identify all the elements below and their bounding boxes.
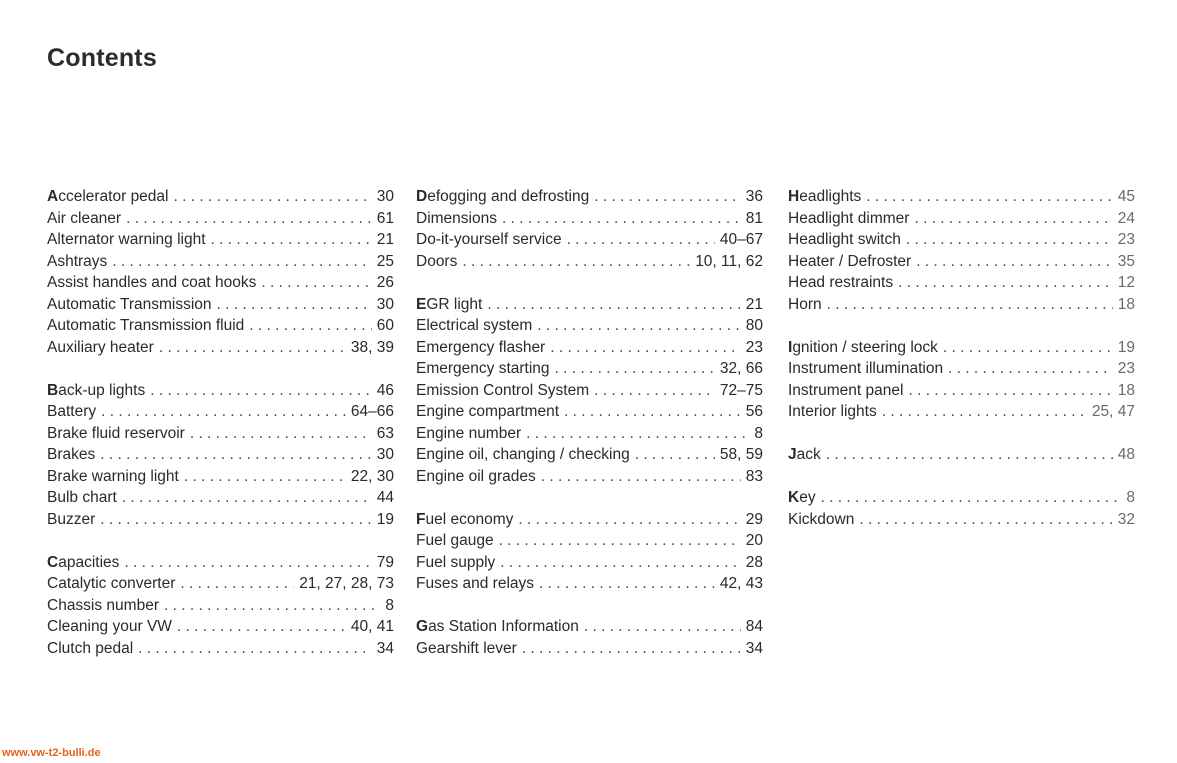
page-number: 8 xyxy=(1126,489,1135,506)
group-initial: D xyxy=(416,188,428,205)
dot-leader xyxy=(174,186,372,208)
entry-label xyxy=(47,186,169,208)
index-column-1 xyxy=(47,186,394,659)
index-entry xyxy=(416,229,763,251)
index-entry xyxy=(788,208,1135,230)
dot-leader xyxy=(866,186,1113,208)
page-number: 29 xyxy=(745,510,763,528)
entry-text: Engine oil, changing / checking xyxy=(416,446,630,463)
entry-label xyxy=(416,401,559,423)
page-number: 44 xyxy=(376,489,394,506)
index-entry xyxy=(416,337,763,359)
dot-leader xyxy=(526,423,749,445)
group-spacer xyxy=(788,466,1135,488)
index-entry xyxy=(788,251,1135,273)
entry-text: Brakes xyxy=(47,446,96,463)
dot-leader xyxy=(555,358,715,380)
group-spacer xyxy=(47,530,394,552)
dot-leader xyxy=(159,337,346,359)
dot-leader xyxy=(943,337,1113,359)
index-entry xyxy=(416,444,763,466)
group-initial: C xyxy=(47,553,59,571)
index-entry xyxy=(788,380,1135,402)
index-entry xyxy=(47,229,394,251)
index-entry xyxy=(416,616,763,638)
entry-text: Brake fluid reservoir xyxy=(47,424,185,442)
dot-leader xyxy=(635,444,715,466)
entry-label xyxy=(47,552,119,574)
page-number: 28 xyxy=(745,553,763,571)
page-number: 32, 66 xyxy=(719,360,763,377)
index-entry xyxy=(416,208,763,230)
page-number: 23 xyxy=(1117,231,1135,248)
page-number: 23 xyxy=(745,338,763,356)
index-entry xyxy=(416,380,763,402)
page-title: Contents xyxy=(47,44,157,72)
page-number: 83 xyxy=(745,467,763,485)
dot-leader xyxy=(249,315,371,337)
index-entry xyxy=(47,573,394,595)
dot-leader xyxy=(914,208,1112,230)
group-spacer xyxy=(788,423,1135,445)
entry-label xyxy=(788,208,909,230)
entry-text: Engine oil grades xyxy=(416,467,536,485)
dot-leader xyxy=(150,380,372,402)
entry-label xyxy=(416,466,536,488)
dot-leader xyxy=(882,401,1087,423)
page-number: 84 xyxy=(745,618,763,635)
index-entry xyxy=(47,466,394,488)
entry-text: Catalytic converter xyxy=(47,575,176,592)
entry-text: Head restraints xyxy=(788,274,894,291)
index-entry xyxy=(416,315,763,337)
entry-label xyxy=(416,423,521,445)
entry-label xyxy=(788,186,861,208)
index-entry xyxy=(47,552,394,574)
page-number: 8 xyxy=(385,596,394,614)
page-number: 58, 59 xyxy=(719,446,763,463)
dot-leader xyxy=(906,229,1113,251)
group-initial: H xyxy=(788,188,800,205)
index-entry xyxy=(47,208,394,230)
page-number: 40, 41 xyxy=(350,618,394,635)
entry-text: Fuel gauge xyxy=(416,532,494,549)
page-number: 60 xyxy=(376,317,394,334)
group-initial: I xyxy=(788,338,793,356)
page-number: 48 xyxy=(1117,446,1135,463)
entry-text: uel economy xyxy=(425,510,514,528)
dot-leader xyxy=(126,208,372,230)
entry-text: Emergency flasher xyxy=(416,338,546,356)
entry-label xyxy=(47,337,154,359)
dot-leader xyxy=(898,272,1113,294)
dot-leader xyxy=(821,487,1122,509)
dot-leader xyxy=(211,229,372,251)
entry-text: Assist handles and coat hooks xyxy=(47,274,257,291)
page-number: 21, 27, 28, 73 xyxy=(299,575,394,592)
page-number: 63 xyxy=(376,424,394,442)
entry-label xyxy=(416,208,497,230)
entry-label xyxy=(416,573,534,595)
index-entry xyxy=(47,401,394,423)
entry-label xyxy=(416,337,545,359)
index-entry xyxy=(788,358,1135,380)
entry-text: Cleaning your VW xyxy=(47,618,172,635)
group-initial: B xyxy=(47,381,59,399)
dot-leader xyxy=(916,251,1113,273)
entry-label xyxy=(416,530,494,552)
dot-leader xyxy=(826,444,1113,466)
entry-text: Dimensions xyxy=(416,209,497,227)
entry-label xyxy=(416,315,532,337)
entry-text: gnition / steering lock xyxy=(792,338,938,356)
dot-leader xyxy=(112,251,371,273)
page-number: 40–67 xyxy=(719,231,763,248)
dot-leader xyxy=(584,616,741,638)
entry-text: Engine number xyxy=(416,424,522,442)
page-number: 21 xyxy=(745,295,763,313)
entry-label xyxy=(416,294,482,316)
entry-text: Gearshift lever xyxy=(416,639,517,657)
index-entry xyxy=(47,294,394,316)
index-entry xyxy=(788,487,1135,509)
entry-label xyxy=(416,358,550,380)
entry-text: Battery xyxy=(47,403,97,420)
entry-text: Bulb chart xyxy=(47,489,117,506)
entry-text: Do-it-yourself service xyxy=(416,231,562,248)
entry-label xyxy=(788,487,816,509)
entry-text: Instrument panel xyxy=(788,381,904,399)
entry-text: Alternator warning light xyxy=(47,231,206,248)
page-number: 36 xyxy=(745,188,763,205)
page-number: 45 xyxy=(1117,188,1135,205)
index-entry xyxy=(416,423,763,445)
page-number: 42, 43 xyxy=(719,575,763,592)
entry-label xyxy=(47,272,256,294)
index-entry xyxy=(416,530,763,552)
page-number: 32 xyxy=(1117,510,1135,528)
entry-label xyxy=(788,509,854,531)
dot-leader xyxy=(537,315,740,337)
entry-label xyxy=(47,509,95,531)
entry-text: Kickdown xyxy=(788,510,855,528)
page-number: 19 xyxy=(376,510,394,528)
index-entry xyxy=(47,315,394,337)
entry-label xyxy=(788,337,938,359)
dot-leader xyxy=(184,466,346,488)
entry-text: Fuses and relays xyxy=(416,575,535,592)
entry-label xyxy=(416,229,562,251)
group-initial: A xyxy=(47,188,59,205)
entry-label xyxy=(416,444,630,466)
entry-text: ack xyxy=(796,446,821,463)
index-entry xyxy=(788,272,1135,294)
page-number: 61 xyxy=(376,209,394,227)
entry-text: Clutch pedal xyxy=(47,639,134,657)
entry-label xyxy=(47,466,179,488)
entry-label xyxy=(788,272,893,294)
index-entry xyxy=(416,509,763,531)
entry-text: Engine compartment xyxy=(416,403,560,420)
page-number: 81 xyxy=(745,209,763,227)
entry-label xyxy=(416,552,495,574)
entry-text: Air cleaner xyxy=(47,209,122,227)
index-entry xyxy=(416,186,763,208)
entry-label xyxy=(416,186,589,208)
page-number: 72–75 xyxy=(719,381,763,399)
entry-label xyxy=(47,616,172,638)
dot-leader xyxy=(217,294,372,316)
entry-text: Emission Control System xyxy=(416,381,590,399)
group-initial: G xyxy=(416,618,429,635)
group-initial: J xyxy=(788,446,797,463)
page-number: 25 xyxy=(376,252,394,270)
entry-text: Interior lights xyxy=(788,403,877,420)
entry-label xyxy=(416,616,579,638)
entry-label xyxy=(788,380,903,402)
entry-label xyxy=(47,315,244,337)
entry-text: Ashtrays xyxy=(47,252,108,270)
index-entry xyxy=(47,380,394,402)
page-number: 10, 11, 62 xyxy=(695,252,763,270)
entry-text: eadlights xyxy=(799,188,862,205)
dot-leader xyxy=(138,638,372,660)
dot-leader xyxy=(190,423,372,445)
entry-label xyxy=(416,509,513,531)
index-entry xyxy=(47,423,394,445)
page-number: 8 xyxy=(754,424,763,442)
page-number: 30 xyxy=(376,188,394,205)
entry-text: ccelerator pedal xyxy=(58,188,169,205)
page-number: 25, 47 xyxy=(1091,403,1135,420)
page-number: 26 xyxy=(376,274,394,291)
entry-label xyxy=(416,251,457,273)
entry-text: GR light xyxy=(426,295,483,313)
dot-leader xyxy=(567,229,715,251)
entry-text: Buzzer xyxy=(47,510,96,528)
entry-text: Emergency starting xyxy=(416,360,550,377)
entry-label xyxy=(47,595,159,617)
entry-text: as Station Information xyxy=(428,618,579,635)
page-number: 12 xyxy=(1117,274,1135,291)
website-footer: www.vw-t2-bulli.de xyxy=(2,747,101,759)
index-entry xyxy=(788,509,1135,531)
dot-leader xyxy=(487,294,740,316)
entry-text: Horn xyxy=(788,295,822,313)
entry-text: efogging and defrosting xyxy=(427,188,590,205)
page-number: 24 xyxy=(1117,209,1135,227)
dot-leader xyxy=(122,487,372,509)
entry-label xyxy=(416,638,517,660)
group-spacer xyxy=(416,272,763,294)
entry-label xyxy=(788,358,943,380)
entry-text: Heater / Defroster xyxy=(788,252,912,270)
dot-leader xyxy=(100,444,372,466)
dot-leader xyxy=(462,251,690,273)
dot-leader xyxy=(541,466,741,488)
entry-text: Instrument illumination xyxy=(788,360,944,377)
index-entry xyxy=(47,186,394,208)
index-entry xyxy=(416,552,763,574)
entry-label xyxy=(788,229,901,251)
index-entry xyxy=(788,229,1135,251)
entry-text: Automatic Transmission xyxy=(47,295,212,313)
page-number: 34 xyxy=(745,639,763,657)
index-entry xyxy=(788,401,1135,423)
index-entry xyxy=(788,186,1135,208)
page-number: 56 xyxy=(745,403,763,420)
index-entry xyxy=(788,337,1135,359)
group-spacer xyxy=(416,487,763,509)
index-entry xyxy=(47,616,394,638)
entry-text: ack-up lights xyxy=(58,381,146,399)
group-initial: F xyxy=(416,510,426,528)
entry-label xyxy=(47,487,117,509)
index-entry xyxy=(416,358,763,380)
entry-text: Electrical system xyxy=(416,317,533,334)
entry-text: ey xyxy=(799,489,816,506)
page-number: 30 xyxy=(376,446,394,463)
page-number: 22, 30 xyxy=(350,467,394,485)
dot-leader xyxy=(124,552,371,574)
index-entry xyxy=(416,251,763,273)
index-entry xyxy=(416,466,763,488)
index-entry xyxy=(416,573,763,595)
entry-label xyxy=(416,380,589,402)
entry-label xyxy=(47,380,145,402)
entry-label xyxy=(788,444,821,466)
entry-label xyxy=(788,251,911,273)
page-number: 19 xyxy=(1117,338,1135,356)
entry-text: Headlight dimmer xyxy=(788,209,910,227)
dot-leader xyxy=(594,186,741,208)
page-number: 80 xyxy=(745,317,763,334)
entry-label xyxy=(788,294,822,316)
index-entry xyxy=(47,337,394,359)
page-number: 34 xyxy=(376,639,394,657)
dot-leader xyxy=(908,380,1112,402)
dot-leader xyxy=(539,573,715,595)
entry-label xyxy=(47,638,133,660)
index-column-3 xyxy=(788,186,1135,530)
entry-label xyxy=(47,401,96,423)
dot-leader xyxy=(502,208,741,230)
entry-text: Headlight switch xyxy=(788,231,901,248)
dot-leader xyxy=(499,530,741,552)
page-number: 38, 39 xyxy=(350,338,394,356)
dot-leader xyxy=(518,509,740,531)
dot-leader xyxy=(550,337,741,359)
dot-leader xyxy=(594,380,715,402)
dot-leader xyxy=(177,616,346,638)
group-spacer xyxy=(47,358,394,380)
group-spacer xyxy=(788,315,1135,337)
page-number: 46 xyxy=(376,381,394,399)
dot-leader xyxy=(100,509,372,531)
page-number: 18 xyxy=(1117,295,1135,313)
page-number: 35 xyxy=(1117,252,1135,270)
entry-label xyxy=(47,444,95,466)
entry-text: Brake warning light xyxy=(47,467,179,485)
dot-leader xyxy=(827,294,1113,316)
entry-label xyxy=(47,573,175,595)
dot-leader xyxy=(859,509,1112,531)
index-entry xyxy=(47,272,394,294)
index-entry xyxy=(47,251,394,273)
index-entry xyxy=(47,638,394,660)
group-spacer xyxy=(416,595,763,617)
page-number: 64–66 xyxy=(350,403,394,420)
dot-leader xyxy=(180,573,294,595)
dot-leader xyxy=(261,272,371,294)
page-number: 18 xyxy=(1117,381,1135,399)
page-number: 30 xyxy=(376,295,394,313)
entry-text: Auxiliary heater xyxy=(47,338,154,356)
entry-label xyxy=(47,423,185,445)
page-number: 21 xyxy=(376,231,394,248)
entry-text: apacities xyxy=(58,553,120,571)
dot-leader xyxy=(564,401,741,423)
index-entry xyxy=(47,509,394,531)
index-entry xyxy=(47,444,394,466)
entry-label xyxy=(788,401,877,423)
entry-text: Fuel supply xyxy=(416,553,496,571)
index-entry xyxy=(416,401,763,423)
index-entry xyxy=(416,638,763,660)
entry-text: Doors xyxy=(416,252,458,270)
dot-leader xyxy=(522,638,741,660)
entry-label xyxy=(47,208,121,230)
group-initial: K xyxy=(788,489,800,506)
page-number: 20 xyxy=(745,532,763,549)
entry-label xyxy=(47,229,206,251)
index-column-2 xyxy=(416,186,763,659)
entry-label xyxy=(47,294,212,316)
dot-leader xyxy=(164,595,380,617)
dot-leader xyxy=(101,401,346,423)
page-number: 23 xyxy=(1117,360,1135,377)
index-entry xyxy=(47,487,394,509)
dot-leader xyxy=(948,358,1113,380)
index-entry xyxy=(788,444,1135,466)
entry-text: Automatic Transmission fluid xyxy=(47,317,245,334)
index-entry xyxy=(47,595,394,617)
entry-label xyxy=(47,251,107,273)
dot-leader xyxy=(500,552,740,574)
page-number: 79 xyxy=(376,553,394,571)
index-entry xyxy=(416,294,763,316)
entry-text: Chassis number xyxy=(47,596,159,614)
group-initial: E xyxy=(416,295,427,313)
index-entry xyxy=(788,294,1135,316)
